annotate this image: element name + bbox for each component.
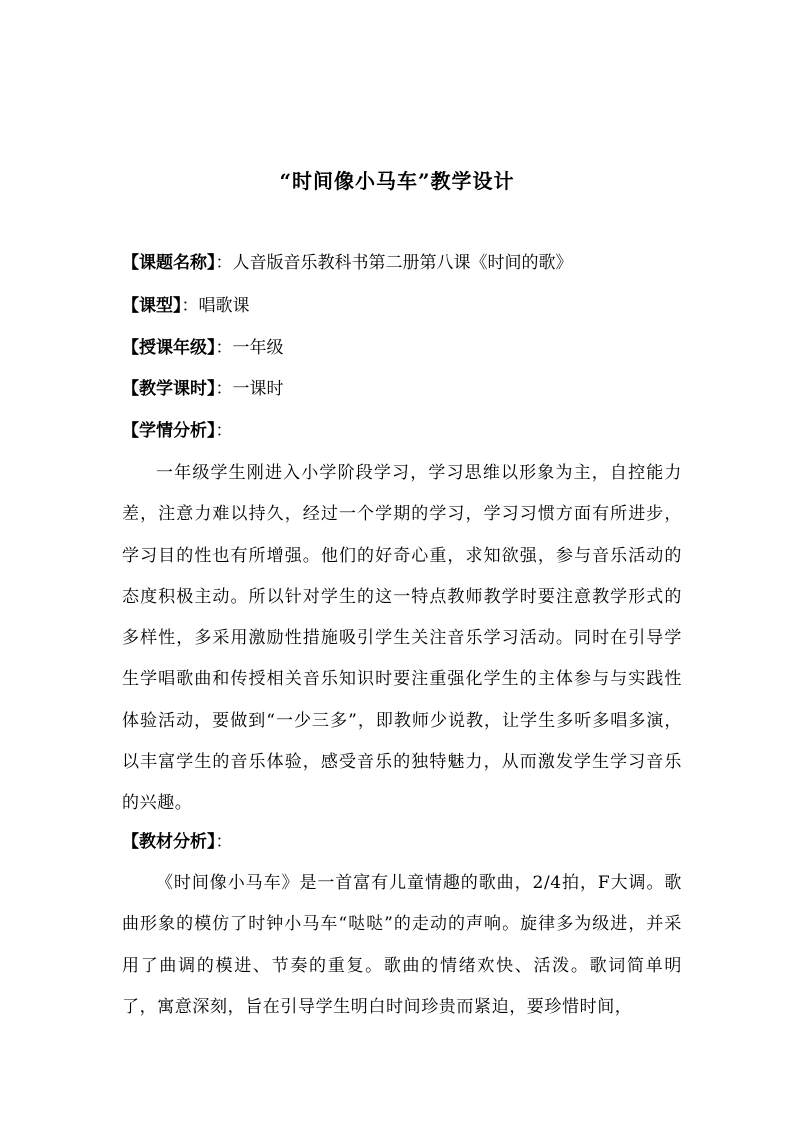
document-title: “时间像小马车”教学设计 [279,169,515,193]
learner-analysis-label: 【学情分析】 [122,421,216,441]
field-lesson-type-value: 唱歌课 [198,296,250,316]
field-class-hours-value: 一课时 [232,379,284,399]
field-grade-label: 【授课年级】 [122,338,216,358]
field-class-hours-label: 【教学课时】 [122,379,216,399]
material-analysis-separator: ： [215,832,233,852]
learner-analysis-paragraph: 一年级学生刚进入小学阶段学习，学习思维以形象为主，自控能力差，注意力难以持久，经过一个学期的学习，学习习惯方面有所进步，学习目的性也有所增强。他们的好奇心重，求知欲强，参与音乐活动的态度积极主动。所以针对学生的这一特点教师教学时要注意教学形式的多样性，多采用激励性措施吸引学生关注音乐学习活动。同时在引导学生学唱歌曲和传授相关音乐知识时要注重强化学生的主体参与与实践性体验活动，要做到“一少三多”，即教师少说教，让学生多听多唱多演，以丰富学生的音乐体验，感受音乐的独特魅力，从而激发学生学习音乐的兴趣。 [122,463,682,814]
field-topic-value: 人音版音乐教科书第二册第八课《时间的歌》 [232,253,573,273]
field-class-hours [122,375,284,403]
learner-analysis-separator: ： [215,421,233,441]
field-grade [122,334,284,362]
field-topic-separator: ： [215,253,233,273]
field-class-hours-separator: ： [215,379,233,399]
field-material-analysis-heading [122,828,233,856]
field-lesson-type [122,292,250,320]
field-lesson-type-separator: ： [181,296,199,316]
field-lesson-type-label: 【课型】 [122,296,182,316]
field-grade-value: 一年级 [232,338,284,358]
material-analysis-paragraph: 《时间像小马车》是一首富有儿童情趣的歌曲，2/4拍，F大调。歌曲形象的模仿了时钟小马车“哒哒”的走动的声响。旋律多为级进，并采用了曲调的模进、节奏的重复。歌曲的情绪欢快、活泼。歌词简单明了，寓意深刻，旨在引导学生明白时间珍贵而紧迫，要珍惜时间， [122,873,682,1017]
field-learner-analysis-heading [122,417,233,445]
field-topic-label: 【课题名称】 [122,253,216,273]
material-analysis-label: 【教材分析】 [122,832,216,852]
field-topic [122,249,573,277]
field-grade-separator: ： [215,338,233,358]
